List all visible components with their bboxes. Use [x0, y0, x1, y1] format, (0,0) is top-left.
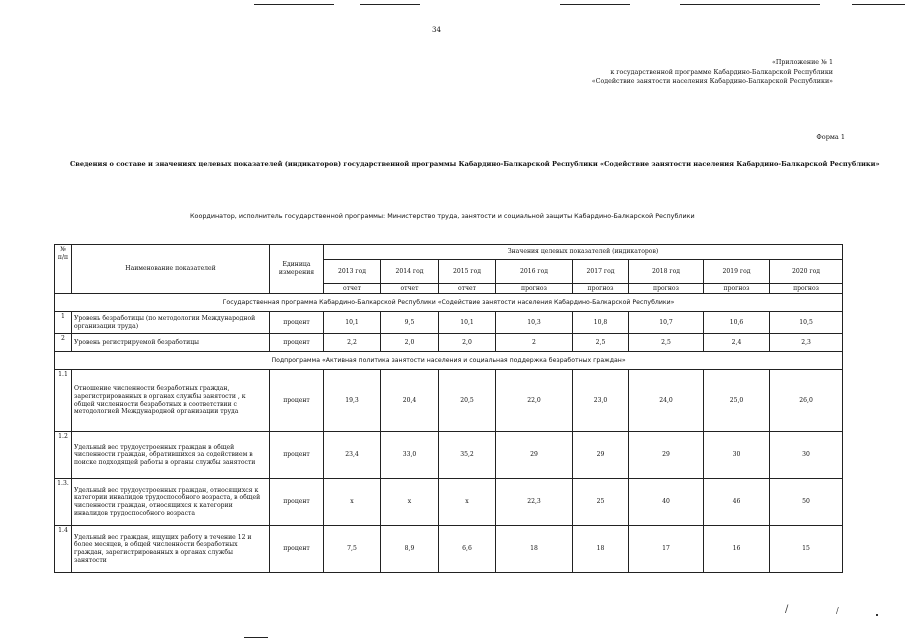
- unit-cell: процент: [270, 526, 324, 573]
- value-cell: 10,3: [496, 312, 573, 334]
- value-cell: 35,2: [439, 432, 496, 479]
- header-year: 2019 год: [704, 260, 770, 284]
- value-cell: 10,6: [704, 312, 770, 334]
- header-kind: прогноз: [496, 284, 573, 294]
- value-cell: 29: [496, 432, 573, 479]
- value-cell: 18: [573, 526, 629, 573]
- appendix-line: к государственной программе Кабардино-Балкарской Республики: [610, 68, 833, 76]
- value-cell: 2,0: [381, 334, 439, 352]
- header-year: 2017 год: [573, 260, 629, 284]
- table-row: [55, 526, 843, 573]
- value-cell: 2,3: [770, 334, 843, 352]
- header-year: 2020 год: [770, 260, 843, 284]
- value-cell: 25: [573, 479, 629, 526]
- header-year: 2015 год: [439, 260, 496, 284]
- header-name: Наименование показателей: [72, 245, 270, 294]
- header-kind: прогноз: [573, 284, 629, 294]
- value-cell: 25,0: [704, 370, 770, 432]
- value-cell: 29: [629, 432, 704, 479]
- value-cell: х: [381, 479, 439, 526]
- row-number: 1.3.: [55, 479, 72, 526]
- scan-artifact-line: [852, 4, 905, 5]
- subprogram-title: Подпрограмма «Активная политика занятости населения и социальная поддержка безработных граждан»: [55, 352, 843, 370]
- scan-mark: /: [785, 604, 789, 615]
- value-cell: 10,5: [770, 312, 843, 334]
- header-year: 2014 год: [381, 260, 439, 284]
- header-year: 2016 год: [496, 260, 573, 284]
- header-year: 2013 год: [324, 260, 381, 284]
- value-cell: 30: [770, 432, 843, 479]
- unit-cell: процент: [270, 370, 324, 432]
- value-cell: 40: [629, 479, 704, 526]
- indicators-table: [54, 244, 843, 573]
- table-row: [55, 312, 843, 334]
- table-row: [55, 479, 843, 526]
- row-number: 2: [55, 334, 72, 352]
- header-num: № п/п: [55, 245, 72, 294]
- value-cell: 50: [770, 479, 843, 526]
- value-cell: 17: [629, 526, 704, 573]
- indicator-name: Уровень безработицы (по методологии Международной организации труда): [72, 312, 270, 334]
- appendix-note: [573, 58, 833, 87]
- value-cell: 10,8: [573, 312, 629, 334]
- value-cell: 33,0: [381, 432, 439, 479]
- value-cell: 26,0: [770, 370, 843, 432]
- table-row: [55, 370, 843, 432]
- value-cell: 18: [496, 526, 573, 573]
- value-cell: 23,4: [324, 432, 381, 479]
- scan-artifact-line: [680, 4, 820, 5]
- unit-cell: процент: [270, 334, 324, 352]
- value-cell: 2,0: [439, 334, 496, 352]
- row-number: 1.4: [55, 526, 72, 573]
- value-cell: 16: [704, 526, 770, 573]
- scan-dot: [876, 614, 878, 616]
- scan-artifact-line: [360, 4, 420, 5]
- value-cell: 29: [573, 432, 629, 479]
- unit-cell: процент: [270, 312, 324, 334]
- program-title: Государственная программа Кабардино-Балкарской Республики «Содействие занятости населения Кабардино-Балкарской Республики»: [55, 294, 843, 312]
- value-cell: 2,2: [324, 334, 381, 352]
- value-cell: 30: [704, 432, 770, 479]
- value-cell: 23,0: [573, 370, 629, 432]
- scan-mark: /: [836, 606, 839, 615]
- value-cell: 7,5: [324, 526, 381, 573]
- table-header-row: [55, 245, 843, 260]
- value-cell: 6,6: [439, 526, 496, 573]
- coordinator-line: Координатор, исполнитель государственной программы: Министерство труда, занятости и социальной защиты Кабардино-Балкарской Республики: [190, 212, 695, 220]
- indicator-name: Удельный вес трудоустроенных граждан в общей численности граждан, обратившихся за содействием в поиске подходящей работы в органы службы занятости: [72, 432, 270, 479]
- unit-cell: процент: [270, 479, 324, 526]
- row-number: 1: [55, 312, 72, 334]
- value-cell: 22,3: [496, 479, 573, 526]
- value-cell: 10,1: [324, 312, 381, 334]
- header-kind: отчет: [439, 284, 496, 294]
- value-cell: 8,9: [381, 526, 439, 573]
- header-kind: прогноз: [629, 284, 704, 294]
- unit-cell: процент: [270, 432, 324, 479]
- value-cell: 20,5: [439, 370, 496, 432]
- appendix-line: «Приложение № 1: [772, 59, 833, 66]
- row-number: 1.2: [55, 432, 72, 479]
- value-cell: 19,3: [324, 370, 381, 432]
- header-unit: Единица измерения: [270, 245, 324, 294]
- header-kind: отчет: [381, 284, 439, 294]
- value-cell: 10,1: [439, 312, 496, 334]
- appendix-line: «Содействие занятости населения Кабардино-Балкарской Республики»: [591, 78, 833, 86]
- section-row: [55, 294, 843, 312]
- table-row: [55, 334, 843, 352]
- value-cell: 2: [496, 334, 573, 352]
- value-cell: 24,0: [629, 370, 704, 432]
- value-cell: 46: [704, 479, 770, 526]
- value-cell: 2,5: [573, 334, 629, 352]
- indicator-name: Отношение численности безработных граждан, зарегистрированных в органах службы занятости , к общей численности безработных в соответствии с методологией Международной организации труда: [72, 370, 270, 432]
- page-number: 34: [432, 26, 441, 34]
- header-values-group: Значения целевых показателей (индикаторов): [324, 245, 843, 260]
- table-row: [55, 432, 843, 479]
- value-cell: 15: [770, 526, 843, 573]
- value-cell: 10,7: [629, 312, 704, 334]
- indicator-name: Удельный вес трудоустроенных граждан, относящихся к категории инвалидов трудоспособного возраста, в общей численности граждан, относящихся к категории инвалидов трудоспособного возраста: [72, 479, 270, 526]
- header-kind: отчет: [324, 284, 381, 294]
- value-cell: х: [439, 479, 496, 526]
- header-kind: прогноз: [770, 284, 843, 294]
- section-row: [55, 352, 843, 370]
- row-number: 1.1: [55, 370, 72, 432]
- indicator-name: Удельный вес граждан, ищущих работу в течение 12 и более месяцев, в общей численности безработных граждан, зарегистрированных в органах службы занятости: [72, 526, 270, 573]
- document-title: Сведения о составе и значениях целевых показателей (индикаторов) государственной программы Кабардино-Балкарской Республики «Содействие занятости населения Кабардино-Балкарской Республики»: [70, 160, 880, 168]
- value-cell: х: [324, 479, 381, 526]
- value-cell: 2,4: [704, 334, 770, 352]
- value-cell: 20,4: [381, 370, 439, 432]
- value-cell: 2,5: [629, 334, 704, 352]
- scan-artifact-line: [560, 4, 630, 5]
- value-cell: 22,0: [496, 370, 573, 432]
- scan-artifact-line: [254, 4, 334, 5]
- scan-artifact-line: [244, 637, 268, 638]
- header-kind: прогноз: [704, 284, 770, 294]
- value-cell: 9,5: [381, 312, 439, 334]
- header-year: 2018 год: [629, 260, 704, 284]
- indicator-name: Уровень регистрируемой безработицы: [72, 334, 270, 352]
- form-label: Форма 1: [816, 133, 845, 141]
